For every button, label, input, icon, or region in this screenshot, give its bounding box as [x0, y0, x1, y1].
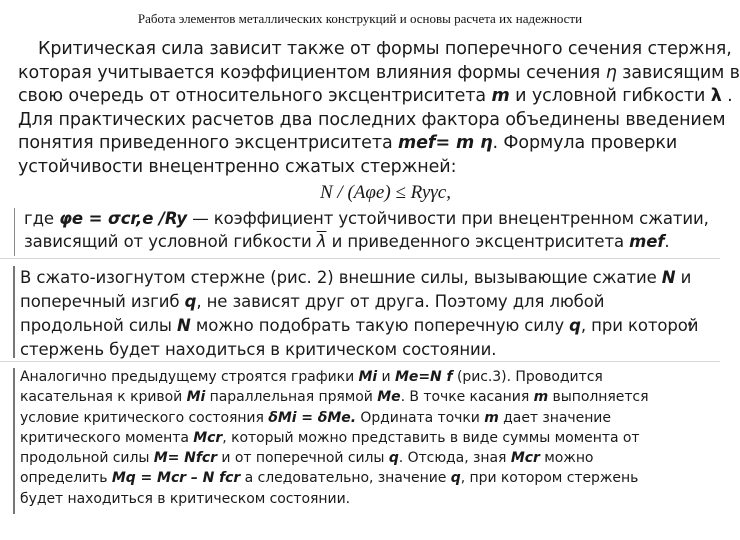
text-span: касательная к кривой — [20, 389, 187, 406]
symbol-m: m — [491, 86, 510, 106]
intro-line-5 — [18, 132, 708, 156]
definitions-line-2 — [24, 230, 704, 253]
text-span: параллельная прямой — [205, 389, 378, 406]
definitions-line-1 — [24, 207, 709, 230]
p2-line-1 — [20, 266, 700, 290]
text-span: Аналогично предыдущему строятся графики — [20, 369, 359, 385]
symbol-m-point-2: m — [484, 409, 499, 426]
text-span: понятия приведенного эксцентриситета — [18, 133, 399, 153]
text-span: . В точке касания — [400, 389, 534, 406]
text-span: Ордината точки — [355, 409, 485, 426]
text-span: = m — [435, 133, 481, 153]
text-span: , при котором стержень — [460, 470, 639, 487]
p2-line-3 — [20, 314, 700, 338]
symbol-mcr: Mcr — [193, 429, 223, 446]
critical-condition: δMi = δMe. — [268, 409, 356, 426]
text-span: продольной силы — [20, 316, 177, 335]
symbol-q-3: q — [388, 450, 399, 467]
symbol-q-2: q — [569, 316, 581, 335]
text-span: — коэффициент устойчивости при внецентренном сжатии, — [187, 209, 709, 228]
moment-formula: M= Nfcr — [153, 450, 217, 467]
symbol-q-4: q — [450, 470, 461, 487]
paragraph-2 — [20, 266, 700, 362]
text-span: свою очередь от относительного эксцентриситета — [18, 86, 492, 106]
p3-line-6 — [20, 468, 710, 488]
text-span: . — [721, 86, 733, 106]
intro-line-4: Для практических расчетов два последних фактора объединены введением — [18, 109, 726, 130]
symbol-eta-2: η — [480, 133, 493, 153]
symbol-n-2: N — [177, 316, 191, 335]
definitions-marker — [14, 208, 18, 256]
text-span: дает значение — [498, 409, 611, 426]
text-span: В сжато-изогнутом стержне (рис. 2) внешние силы, вызывающие сжатие — [20, 268, 662, 287]
intro-line-1: Критическая сила зависит также от формы поперечного сечения стержня, — [38, 39, 732, 59]
p3-line-7: будет находиться в критическом состоянии. — [20, 490, 351, 507]
symbol-eta: η — [605, 62, 617, 83]
mq-formula: Mq = Mcr – N fcr — [111, 470, 241, 487]
text-span: критического момента — [20, 429, 194, 446]
text-span: можно подобрать такую поперечную силу — [190, 316, 570, 335]
text-span: и от поперечной силы — [216, 450, 389, 467]
stability-formula: N / (Aφe) ≤ Ryγc, — [320, 182, 451, 203]
text-span: которая учитывается коэффициентом влияния формы сечения — [18, 62, 606, 83]
text-span: а следовательно, значение — [240, 470, 451, 487]
p2-line-4: стержень будет находиться в критическом состоянии. — [20, 340, 497, 359]
text-span: , при которой — [580, 316, 699, 335]
symbol-n: N — [661, 268, 676, 287]
page-header: Работа элементов металлических конструкций и основы расчета их надежности — [137, 11, 583, 26]
text-span: выполняется — [548, 389, 649, 406]
p3-line-2 — [20, 387, 710, 407]
text-span: и приведенного эксцентриситета — [326, 232, 630, 251]
text-span: продольной силы — [20, 450, 154, 467]
text-span: и условной гибкости — [509, 86, 711, 106]
symbol-mi-2: Mi — [186, 389, 206, 406]
text-span: поперечный изгиб — [20, 292, 185, 311]
text-span: можно — [539, 450, 594, 467]
symbol-mcr-2: Mcr — [510, 450, 540, 467]
text-span: и — [377, 369, 396, 385]
intro-paragraph — [18, 38, 740, 179]
text-span: , который можно представить в виде суммы момента от — [222, 429, 640, 446]
symbol-m-point: m — [533, 389, 549, 406]
symbol-me: Me=N f — [395, 369, 453, 385]
phi-definition: φe = σcr,e /Ry — [59, 209, 188, 228]
paragraph-2-margin-bar — [13, 266, 15, 358]
p3-line-4 — [20, 428, 710, 448]
p3-line-5 — [20, 448, 710, 468]
intro-line-2 — [18, 62, 740, 86]
text-span: определить — [20, 470, 112, 487]
symbol-lambda: λ — [710, 86, 722, 106]
symbol-mef-2: mef — [629, 232, 665, 251]
divider-2 — [0, 361, 720, 362]
text-span: и — [675, 268, 692, 287]
text-span: . Формула проверки — [492, 133, 678, 153]
definitions-paragraph — [24, 207, 709, 253]
text-span: условие критического состояния — [20, 409, 269, 426]
text-span: зависящим в — [616, 62, 740, 83]
text-span: где — [24, 209, 60, 228]
symbol-lambda-bar: $\overline{\lambda}$ — [316, 232, 327, 251]
p3-line-1 — [20, 367, 710, 387]
symbol-mi: Mi — [358, 369, 378, 385]
intro-line-3 — [18, 85, 733, 109]
divider — [0, 258, 720, 259]
p2-line-2 — [20, 290, 700, 314]
text-span: , не зависят друг от друга. Поэтому для любой — [196, 292, 605, 311]
symbol-me-2: Me — [377, 389, 401, 406]
symbol-mef: mef — [398, 133, 436, 153]
text-span: . Отсюда, зная — [398, 450, 511, 467]
paragraph-3-margin-bar — [13, 368, 15, 514]
p3-line-3 — [20, 408, 710, 428]
symbol-q: q — [184, 292, 197, 311]
text-span: (рис.3). Проводится — [452, 369, 603, 385]
text-span: . — [664, 232, 670, 251]
text-span: зависящий от условной гибкости — [24, 232, 317, 251]
intro-line-6: устойчивости внецентренно сжатых стержней: — [18, 156, 457, 177]
paragraph-3 — [20, 367, 710, 509]
